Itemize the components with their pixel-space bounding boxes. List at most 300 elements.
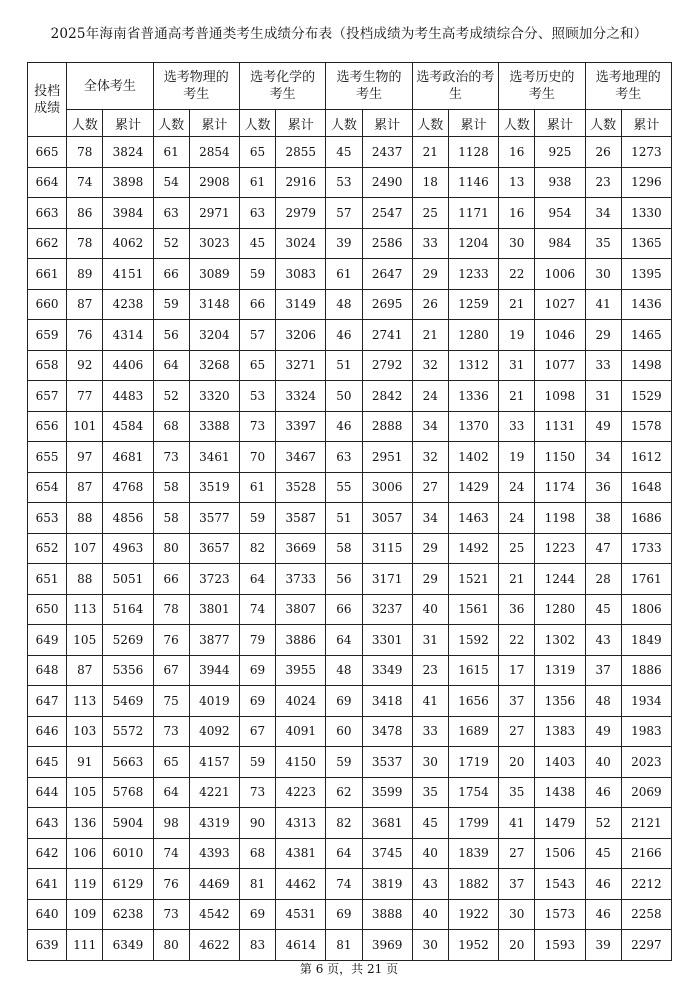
count-cell: 74	[326, 869, 362, 900]
count-cell: 43	[585, 625, 621, 656]
table-row	[28, 594, 672, 625]
cumulative-cell: 3886	[276, 625, 326, 656]
count-cell: 45	[585, 594, 621, 625]
cumulative-cell: 4681	[103, 442, 153, 473]
count-cell: 30	[499, 228, 535, 259]
count-cell: 69	[239, 899, 275, 930]
count-cell: 30	[585, 259, 621, 290]
table-row	[28, 625, 672, 656]
count-cell: 21	[412, 320, 448, 351]
score-cell: 657	[28, 381, 67, 412]
table-row	[28, 808, 672, 839]
count-cell: 61	[239, 472, 275, 503]
cumulative-cell: 1882	[448, 869, 498, 900]
count-cell: 79	[239, 625, 275, 656]
table-row	[28, 320, 672, 351]
cumulative-cell: 1365	[621, 228, 671, 259]
group-header-5	[499, 63, 585, 110]
cumulative-cell: 1886	[621, 655, 671, 686]
count-cell: 45	[412, 808, 448, 839]
count-cell: 45	[326, 137, 362, 168]
cumulative-cell: 3418	[362, 686, 412, 717]
cumulative-column-header: 累计	[448, 110, 498, 137]
cumulative-cell: 1686	[621, 503, 671, 534]
table-row	[28, 442, 672, 473]
cumulative-cell: 1273	[621, 137, 671, 168]
cumulative-cell: 3955	[276, 655, 326, 686]
cumulative-cell: 1383	[535, 716, 585, 747]
count-cell: 35	[412, 777, 448, 808]
count-cell: 63	[153, 198, 189, 229]
count-cell: 41	[585, 289, 621, 320]
group-header-2	[239, 63, 325, 110]
score-cell: 643	[28, 808, 67, 839]
cumulative-cell: 4024	[276, 686, 326, 717]
count-cell: 119	[67, 869, 103, 900]
count-cell: 58	[153, 503, 189, 534]
cumulative-cell: 4092	[189, 716, 239, 747]
cumulative-cell: 3587	[276, 503, 326, 534]
cumulative-cell: 3324	[276, 381, 326, 412]
count-cell: 52	[585, 808, 621, 839]
cumulative-cell: 3149	[276, 289, 326, 320]
cumulative-cell: 1761	[621, 564, 671, 595]
count-cell: 21	[412, 137, 448, 168]
count-cell: 34	[412, 411, 448, 442]
cumulative-cell: 2971	[189, 198, 239, 229]
cumulative-cell: 4622	[189, 930, 239, 961]
count-cell: 81	[326, 930, 362, 961]
count-cell: 29	[412, 533, 448, 564]
cumulative-cell: 3204	[189, 320, 239, 351]
count-cell: 40	[412, 594, 448, 625]
count-column-header: 人数	[499, 110, 535, 137]
group-header-label: 选考地理的 考生	[595, 70, 661, 102]
table-row	[28, 655, 672, 686]
cumulative-cell: 4406	[103, 350, 153, 381]
count-cell: 22	[499, 625, 535, 656]
cumulative-cell: 2437	[362, 137, 412, 168]
score-cell: 642	[28, 838, 67, 869]
count-cell: 66	[326, 594, 362, 625]
group-header-label: 全体考生	[83, 78, 136, 94]
table-header	[28, 63, 672, 137]
count-cell: 48	[585, 686, 621, 717]
cumulative-cell: 4614	[276, 930, 326, 961]
cumulative-cell: 2741	[362, 320, 412, 351]
cumulative-cell: 5768	[103, 777, 153, 808]
count-cell: 69	[239, 686, 275, 717]
cumulative-cell: 3397	[276, 411, 326, 442]
cumulative-cell: 3206	[276, 320, 326, 351]
cumulative-cell: 1492	[448, 533, 498, 564]
count-cell: 24	[499, 503, 535, 534]
cumulative-cell: 1593	[535, 930, 585, 961]
count-cell: 65	[153, 747, 189, 778]
score-cell: 660	[28, 289, 67, 320]
cumulative-cell: 3388	[189, 411, 239, 442]
cumulative-cell: 5469	[103, 686, 153, 717]
cumulative-cell: 1648	[621, 472, 671, 503]
header-group-row	[28, 63, 672, 110]
count-cell: 113	[67, 686, 103, 717]
cumulative-cell: 1429	[448, 472, 498, 503]
cumulative-cell: 1146	[448, 167, 498, 198]
count-column-header: 人数	[67, 110, 103, 137]
cumulative-cell: 2695	[362, 289, 412, 320]
cumulative-cell: 2121	[621, 808, 671, 839]
count-cell: 73	[239, 777, 275, 808]
cumulative-cell: 1463	[448, 503, 498, 534]
cumulative-cell: 1656	[448, 686, 498, 717]
cumulative-cell: 3657	[189, 533, 239, 564]
count-cell: 29	[412, 259, 448, 290]
count-cell: 29	[412, 564, 448, 595]
count-cell: 26	[585, 137, 621, 168]
count-cell: 66	[153, 564, 189, 595]
count-cell: 51	[326, 350, 362, 381]
table-row	[28, 564, 672, 595]
count-cell: 109	[67, 899, 103, 930]
count-cell: 63	[239, 198, 275, 229]
cumulative-cell: 1171	[448, 198, 498, 229]
cumulative-cell: 4469	[189, 869, 239, 900]
cumulative-cell: 3115	[362, 533, 412, 564]
count-cell: 59	[326, 747, 362, 778]
cumulative-cell: 4019	[189, 686, 239, 717]
cumulative-cell: 3969	[362, 930, 412, 961]
score-cell: 656	[28, 411, 67, 442]
cumulative-cell: 1128	[448, 137, 498, 168]
cumulative-cell: 1561	[448, 594, 498, 625]
cumulative-cell: 1204	[448, 228, 498, 259]
cumulative-cell: 3148	[189, 289, 239, 320]
count-cell: 64	[153, 350, 189, 381]
count-cell: 74	[239, 594, 275, 625]
cumulative-cell: 3237	[362, 594, 412, 625]
cumulative-cell: 4319	[189, 808, 239, 839]
count-cell: 37	[499, 686, 535, 717]
count-cell: 58	[326, 533, 362, 564]
group-header-4	[412, 63, 498, 110]
count-cell: 64	[326, 838, 362, 869]
count-cell: 56	[326, 564, 362, 595]
count-cell: 73	[153, 442, 189, 473]
count-cell: 76	[153, 625, 189, 656]
count-cell: 60	[326, 716, 362, 747]
count-cell: 37	[499, 869, 535, 900]
score-cell: 651	[28, 564, 67, 595]
count-cell: 52	[153, 228, 189, 259]
score-cell: 654	[28, 472, 67, 503]
score-cell: 645	[28, 747, 67, 778]
count-cell: 50	[326, 381, 362, 412]
count-cell: 16	[499, 137, 535, 168]
count-cell: 76	[67, 320, 103, 351]
cumulative-cell: 3877	[189, 625, 239, 656]
cumulative-cell: 4157	[189, 747, 239, 778]
count-cell: 25	[499, 533, 535, 564]
count-cell: 41	[412, 686, 448, 717]
cumulative-cell: 4151	[103, 259, 153, 290]
count-cell: 19	[499, 320, 535, 351]
count-cell: 27	[499, 716, 535, 747]
count-cell: 34	[585, 442, 621, 473]
count-cell: 64	[239, 564, 275, 595]
count-cell: 48	[326, 655, 362, 686]
count-cell: 61	[153, 137, 189, 168]
count-cell: 46	[326, 411, 362, 442]
count-cell: 97	[67, 442, 103, 473]
table-row	[28, 137, 672, 168]
cumulative-cell: 3023	[189, 228, 239, 259]
count-cell: 20	[499, 747, 535, 778]
page-footer: 第 6 页，共 21 页	[299, 962, 399, 976]
count-cell: 40	[412, 838, 448, 869]
count-cell: 45	[585, 838, 621, 869]
count-cell: 78	[67, 137, 103, 168]
count-cell: 73	[239, 411, 275, 442]
count-cell: 48	[326, 289, 362, 320]
cumulative-cell: 3171	[362, 564, 412, 595]
count-column-header: 人数	[326, 110, 362, 137]
count-cell: 64	[153, 777, 189, 808]
cumulative-cell: 2916	[276, 167, 326, 198]
cumulative-cell: 2212	[621, 869, 671, 900]
cumulative-cell: 1922	[448, 899, 498, 930]
group-header-6	[585, 63, 671, 110]
count-cell: 107	[67, 533, 103, 564]
group-header-label: 选考化学的 考生	[250, 70, 316, 102]
cumulative-cell: 5904	[103, 808, 153, 839]
count-cell: 37	[585, 655, 621, 686]
count-cell: 43	[412, 869, 448, 900]
cumulative-column-header: 累计	[103, 110, 153, 137]
count-cell: 92	[67, 350, 103, 381]
cumulative-cell: 1098	[535, 381, 585, 412]
cumulative-cell: 3898	[103, 167, 153, 198]
cumulative-cell: 4313	[276, 808, 326, 839]
cumulative-cell: 3528	[276, 472, 326, 503]
count-cell: 89	[67, 259, 103, 290]
cumulative-cell: 1983	[621, 716, 671, 747]
cumulative-cell: 1689	[448, 716, 498, 747]
cumulative-cell: 1174	[535, 472, 585, 503]
table-row	[28, 869, 672, 900]
cumulative-cell: 2854	[189, 137, 239, 168]
cumulative-cell: 3024	[276, 228, 326, 259]
count-cell: 82	[239, 533, 275, 564]
count-cell: 57	[326, 198, 362, 229]
group-header-0	[67, 63, 153, 110]
score-cell: 644	[28, 777, 67, 808]
cumulative-cell: 3733	[276, 564, 326, 595]
count-column-header: 人数	[239, 110, 275, 137]
cumulative-cell: 5269	[103, 625, 153, 656]
cumulative-cell: 1719	[448, 747, 498, 778]
cumulative-cell: 3478	[362, 716, 412, 747]
cumulative-cell: 4531	[276, 899, 326, 930]
count-cell: 61	[326, 259, 362, 290]
count-cell: 88	[67, 503, 103, 534]
count-cell: 46	[585, 777, 621, 808]
cumulative-cell: 4483	[103, 381, 153, 412]
cumulative-cell: 1543	[535, 869, 585, 900]
count-cell: 49	[585, 411, 621, 442]
count-cell: 39	[585, 930, 621, 961]
cumulative-cell: 2023	[621, 747, 671, 778]
count-cell: 46	[585, 899, 621, 930]
cumulative-cell: 2547	[362, 198, 412, 229]
count-cell: 77	[67, 381, 103, 412]
cumulative-cell: 1259	[448, 289, 498, 320]
count-cell: 53	[239, 381, 275, 412]
count-cell: 35	[585, 228, 621, 259]
count-cell: 33	[585, 350, 621, 381]
cumulative-cell: 5356	[103, 655, 153, 686]
table-row	[28, 228, 672, 259]
count-cell: 26	[412, 289, 448, 320]
cumulative-cell: 3467	[276, 442, 326, 473]
count-cell: 69	[239, 655, 275, 686]
cumulative-cell: 3089	[189, 259, 239, 290]
header-sub-row	[28, 110, 672, 137]
cumulative-cell: 4768	[103, 472, 153, 503]
count-cell: 47	[585, 533, 621, 564]
count-cell: 16	[499, 198, 535, 229]
cumulative-cell: 4238	[103, 289, 153, 320]
score-cell: 663	[28, 198, 67, 229]
cumulative-cell: 1402	[448, 442, 498, 473]
cumulative-cell: 5572	[103, 716, 153, 747]
table-row	[28, 411, 672, 442]
count-cell: 57	[239, 320, 275, 351]
count-cell: 33	[412, 228, 448, 259]
cumulative-cell: 1198	[535, 503, 585, 534]
count-cell: 65	[239, 350, 275, 381]
cumulative-cell: 4542	[189, 899, 239, 930]
cumulative-cell: 1849	[621, 625, 671, 656]
score-cell: 641	[28, 869, 67, 900]
count-cell: 33	[499, 411, 535, 442]
count-cell: 31	[585, 381, 621, 412]
count-cell: 105	[67, 777, 103, 808]
count-cell: 54	[153, 167, 189, 198]
cumulative-column-header: 累计	[621, 110, 671, 137]
cumulative-cell: 4150	[276, 747, 326, 778]
group-header-label: 选考政治的考 生	[416, 70, 495, 102]
group-header-label: 选考物理的 考生	[163, 70, 229, 102]
count-cell: 51	[326, 503, 362, 534]
table-row	[28, 930, 672, 961]
cumulative-cell: 1027	[535, 289, 585, 320]
cumulative-cell: 2647	[362, 259, 412, 290]
count-cell: 30	[499, 899, 535, 930]
cumulative-cell: 1592	[448, 625, 498, 656]
cumulative-cell: 1498	[621, 350, 671, 381]
count-cell: 40	[412, 899, 448, 930]
cumulative-cell: 1733	[621, 533, 671, 564]
cumulative-cell: 1573	[535, 899, 585, 930]
cumulative-cell: 6238	[103, 899, 153, 930]
count-cell: 18	[412, 167, 448, 198]
count-cell: 87	[67, 655, 103, 686]
count-cell: 45	[239, 228, 275, 259]
cumulative-cell: 984	[535, 228, 585, 259]
score-cell: 658	[28, 350, 67, 381]
cumulative-cell: 1479	[535, 808, 585, 839]
score-cell: 640	[28, 899, 67, 930]
count-cell: 36	[499, 594, 535, 625]
cumulative-cell: 3801	[189, 594, 239, 625]
count-cell: 55	[326, 472, 362, 503]
cumulative-cell: 4062	[103, 228, 153, 259]
count-cell: 52	[153, 381, 189, 412]
cumulative-cell: 2908	[189, 167, 239, 198]
cumulative-cell: 1436	[621, 289, 671, 320]
score-cell: 639	[28, 930, 67, 961]
cumulative-cell: 1296	[621, 167, 671, 198]
cumulative-cell: 3268	[189, 350, 239, 381]
cumulative-cell: 3519	[189, 472, 239, 503]
cumulative-cell: 3599	[362, 777, 412, 808]
cumulative-cell: 1131	[535, 411, 585, 442]
cumulative-cell: 1223	[535, 533, 585, 564]
count-cell: 53	[326, 167, 362, 198]
table-row	[28, 777, 672, 808]
table-row	[28, 472, 672, 503]
count-cell: 34	[585, 198, 621, 229]
score-cell: 648	[28, 655, 67, 686]
cumulative-cell: 6129	[103, 869, 153, 900]
cumulative-cell: 1330	[621, 198, 671, 229]
table-row	[28, 686, 672, 717]
count-cell: 75	[153, 686, 189, 717]
score-cell: 662	[28, 228, 67, 259]
count-cell: 59	[153, 289, 189, 320]
cumulative-cell: 3669	[276, 533, 326, 564]
count-cell: 20	[499, 930, 535, 961]
count-cell: 25	[412, 198, 448, 229]
cumulative-cell: 1506	[535, 838, 585, 869]
cumulative-cell: 3681	[362, 808, 412, 839]
cumulative-cell: 1302	[535, 625, 585, 656]
count-cell: 58	[153, 472, 189, 503]
count-cell: 88	[67, 564, 103, 595]
count-cell: 24	[499, 472, 535, 503]
count-cell: 80	[153, 533, 189, 564]
score-column-header	[28, 63, 67, 137]
count-cell: 86	[67, 198, 103, 229]
count-cell: 59	[239, 503, 275, 534]
cumulative-cell: 2490	[362, 167, 412, 198]
count-cell: 73	[153, 899, 189, 930]
count-cell: 64	[326, 625, 362, 656]
group-header-label: 选考历史的 考生	[509, 70, 575, 102]
count-cell: 78	[67, 228, 103, 259]
score-distribution-table	[27, 62, 672, 961]
cumulative-cell: 2297	[621, 930, 671, 961]
count-cell: 30	[412, 747, 448, 778]
cumulative-cell: 954	[535, 198, 585, 229]
cumulative-cell: 2888	[362, 411, 412, 442]
cumulative-cell: 1754	[448, 777, 498, 808]
cumulative-column-header: 累计	[189, 110, 239, 137]
cumulative-cell: 4856	[103, 503, 153, 534]
cumulative-cell: 1233	[448, 259, 498, 290]
count-cell: 23	[412, 655, 448, 686]
score-cell: 650	[28, 594, 67, 625]
